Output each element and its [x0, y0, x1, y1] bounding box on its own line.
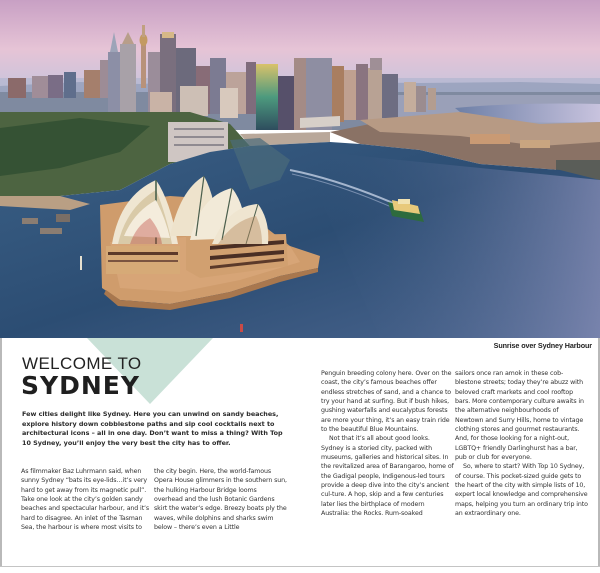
body-column-2 — [154, 467, 287, 532]
intro-paragraph: Few cities delight like Sydney. Here you can unwind on sandy beaches, explore history down cobblestone paths and sip cool cocktails next to architectural icons – all in one day. Don’t want to miss a thing? With Top 10 Sydney, you’ll enjoy the very best the city has to offer. — [22, 410, 283, 447]
body-paragraph: So, where to start? With Top 10 Sydney, of course. This pocket-sized guide gets to the heart of the city with simple lists of 10, expert local knowledge and comprehensive maps, helping you turn an ordinary trip into an extraordinary one. — [455, 463, 588, 518]
body-paragraph: Penguin breeding colony here. Over on the coast, the city’s famous beaches offer endless stretches of sand, and a chance to try your hand at surfing. But if bush hikes, gushing waterfalls and eucalyptus forests are more your thing, it’s an easy train ride to the beautiful Blue Mountains. — [321, 370, 452, 434]
body-paragraph: sailors once ran amok in these cob-blestone streets; today they’re abuzz with beloved craft markets and cool rooftop bars. More contemporary culture awaits in the alternative neighbourhoods of Newtown and Surry Hills, home to vintage clothing stores and gourmet restaurants. And, for those looking for a night-out, LGBTQ+ friendly Darlinghurst has a bar, pub or club for everyone. — [455, 370, 584, 462]
photo-caption: Sunrise over Sydney Harbour — [493, 341, 592, 350]
page-edge-left — [0, 338, 2, 567]
page-edge-bottom — [0, 566, 600, 567]
heading-kicker: WELCOME TO — [22, 354, 142, 373]
body-paragraph: Not that it’s all about good looks. Sydney is a storied city, packed with museums, galleries and historical sites. In the revitalized area of Barangaroo, home of the Gadigal people, Indigenous-led tours provide a deep dive into the city’s ancient cul-ture. A hop, skip and a few centuries later lies the birthplace of modern Australia: the Rocks. Rum-soaked — [321, 435, 454, 518]
page-title: SYDNEY — [21, 371, 140, 400]
body-column-4 — [455, 369, 588, 519]
body-column-3 — [321, 369, 454, 519]
body-column-1 — [21, 467, 154, 532]
body-paragraph: the city begin. Here, the world-famous Opera House glimmers in the southern sun, the hulking Harbour Bridge looms overhead and the lush Botanic Gardens skirt the water’s edge. Breezy boats ply the waves, while dolphins and sharks swim below – there’s even a Little — [154, 468, 287, 532]
body-paragraph: As filmmaker Baz Luhrmann said, when sunny Sydney “bats its eye-lids…it’s very hard to get away from its magnetic pull”. Take one look at the city’s golden sandy beaches and spectacular harbour, and it’s hard to disagree. An inlet of the Tasman Sea, the harbour is where most visits to — [21, 468, 150, 532]
